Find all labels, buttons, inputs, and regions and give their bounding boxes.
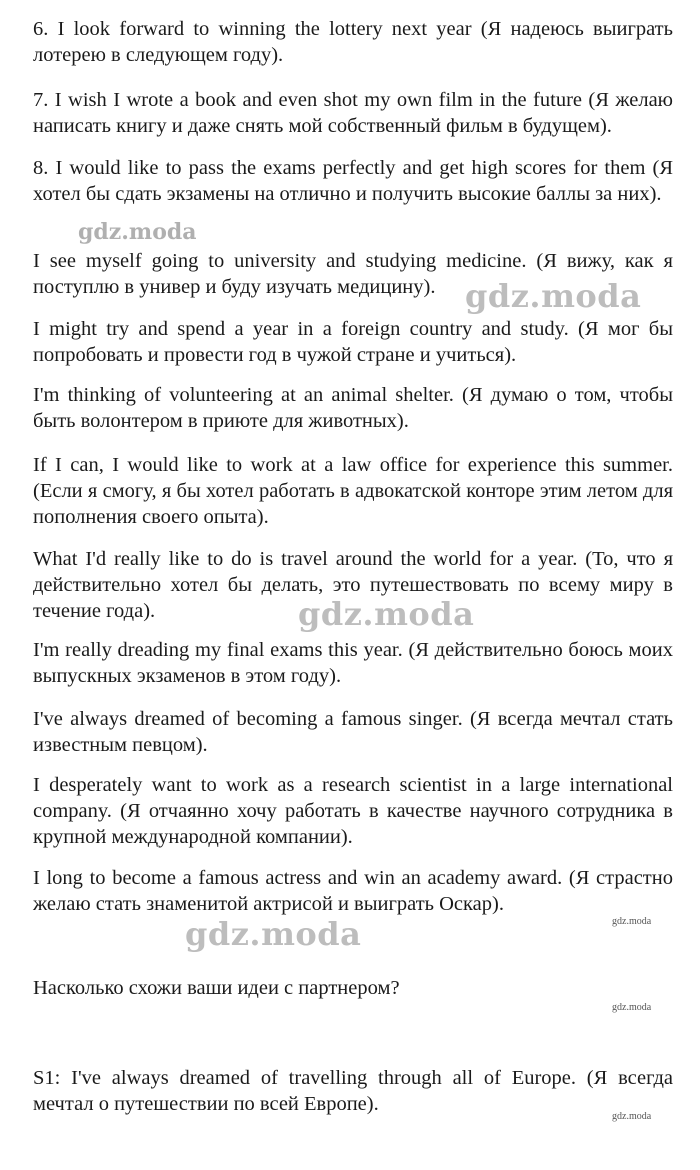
paragraph-6: 6. I look forward to winning the lottery next year (Я надеюсь выиграть лотерею в следующем году). [33, 18, 673, 66]
paragraph-volunteering: I'm thinking of volunteering at an animal shelter. (Я думаю о том, чтобы быть волонтером в приюте для животных). [33, 384, 673, 432]
watermark-small: gdz.moda [612, 916, 652, 927]
paragraph-s1: S1: I've always dreamed of travelling through all of Europe. (Я всегда мечтал о путешествии по всей Европе). [33, 1067, 673, 1115]
paragraph-singer: I've always dreamed of becoming a famous singer. (Я всегда мечтал стать известным певцом). [33, 708, 673, 756]
paragraph-8: 8. I would like to pass the exams perfectly and get high scores for them (Я хотел бы сдать экзамены на отлично и получить высокие баллы за них). [33, 157, 673, 205]
watermark-logo: gdz.moda [78, 219, 197, 245]
paragraph-scientist: I desperately want to work as a research scientist in a large international company. (Я отчаянно хочу работать в качестве научного сотрудника в крупной международной компании). [33, 774, 673, 848]
paragraph-university: I see myself going to university and studying medicine. (Я вижу, как я поступлю в универ и буду изучать медицину). [33, 250, 673, 298]
paragraph-actress: I long to become a famous actress and win an academy award. (Я страстно желаю стать знаменитой актрисой и выиграть Оскар). [33, 867, 673, 915]
watermark-logo: gdz.moda [185, 915, 362, 953]
paragraph-question: Насколько схожи ваши идеи с партнером? [33, 977, 400, 999]
paragraph-travel: What I'd really like to do is travel around the world for a year. (То, что я действительно хотел бы делать, это путешествовать по всему миру в течение года). [33, 548, 673, 622]
watermark-logo: gdz.moda [465, 277, 642, 315]
watermark-small: gdz.moda [612, 1111, 652, 1122]
watermark-logo: gdz.moda [298, 595, 475, 633]
paragraph-law-office: If I can, I would like to work at a law office for experience this summer. (Если я смогу, я бы хотел работать в адвокатской конторе этим летом для пополнения своего опыта). [33, 454, 673, 528]
watermark-small: gdz.moda [612, 1002, 652, 1013]
paragraph-foreign-country: I might try and spend a year in a foreign country and study. (Я мог бы попробовать и провести год в чужой стране и учиться). [33, 318, 673, 366]
paragraph-exams: I'm really dreading my final exams this year. (Я действительно боюсь моих выпускных экзаменов в этом году). [33, 639, 673, 687]
paragraph-7: 7. I wish I wrote a book and even shot my own film in the future (Я желаю написать книгу и даже снять мой собственный фильм в будущем). [33, 89, 673, 137]
